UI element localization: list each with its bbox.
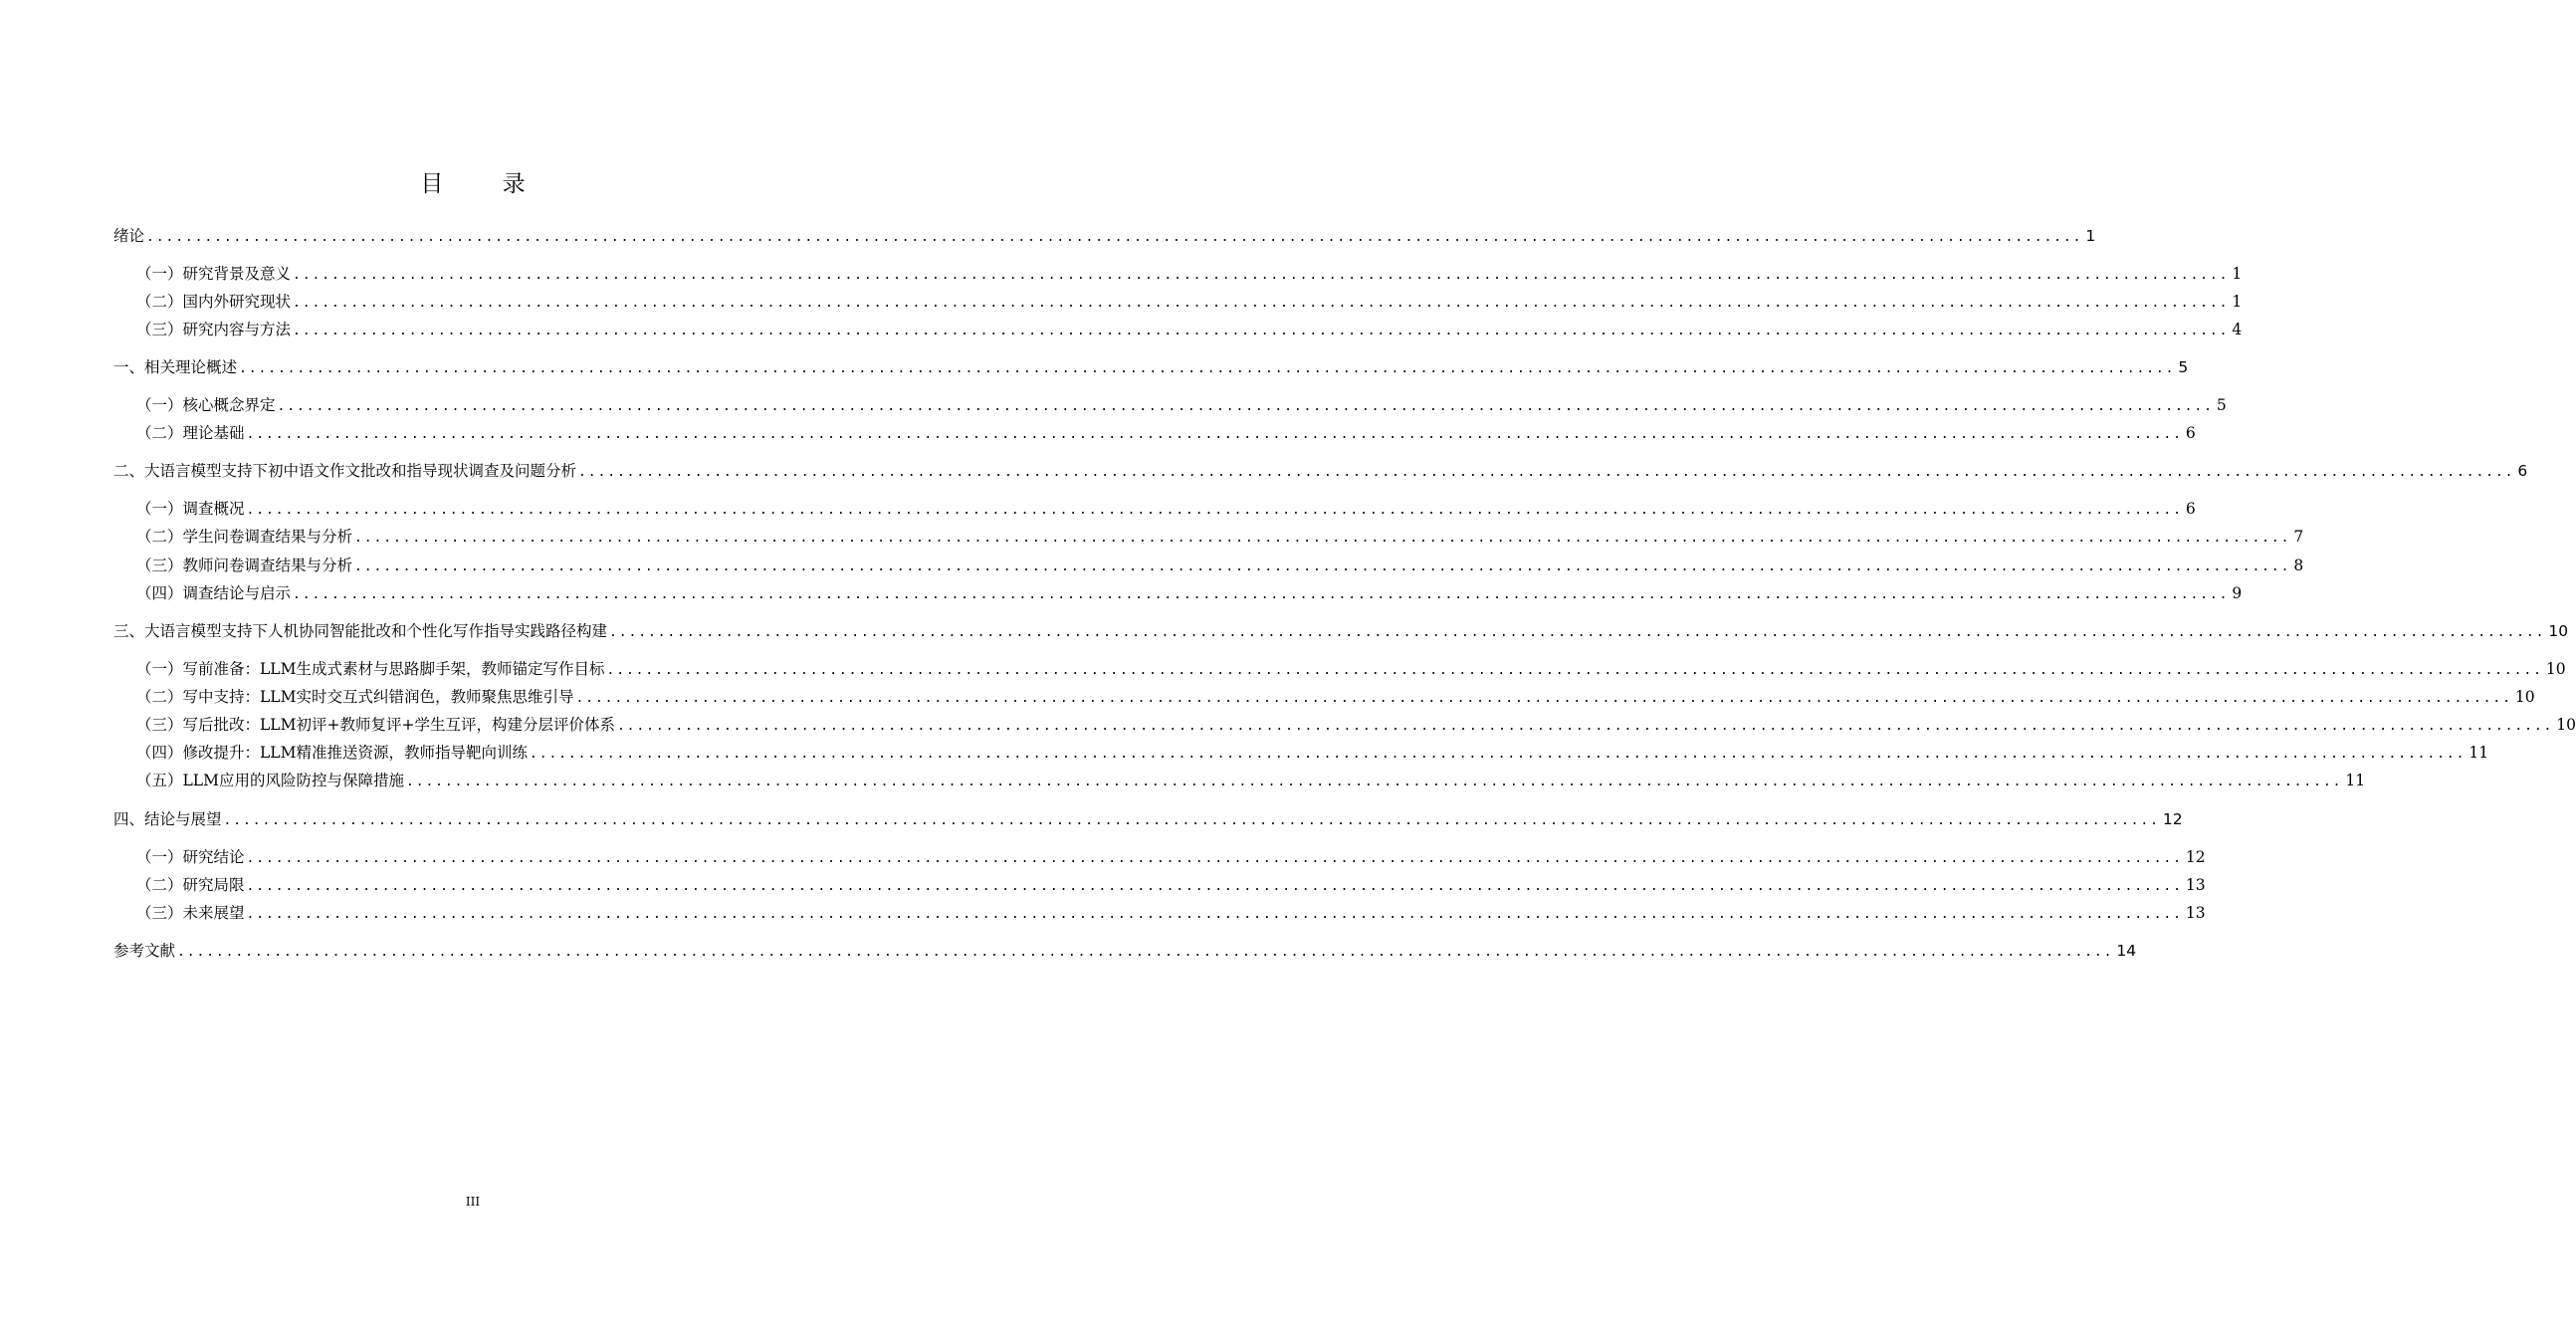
toc-entry-number: （四） [136,584,183,602]
toc-dot-leader: ........................................................................................................................................................................................................ [246,503,2183,518]
toc-entry-page: 14 [2116,942,2137,960]
toc-entry-page: 4 [2232,321,2243,338]
toc-entry-label: 参考文献 [113,942,176,960]
toc-entry-number: 三、 [113,622,145,640]
toc-entry-number: （一） [136,848,183,866]
toc-entry-label: 理论基础 [182,424,245,442]
toc-dot-leader: ........................................................................................................................................................................................................ [293,324,2230,338]
toc-entry-label: 教师问卷调查结果与分析 [182,557,353,574]
toc-dot-leader: ........................................................................................................................................................................................................ [293,296,2230,311]
toc-dot-leader: ........................................................................................................................................................................................................ [578,465,2515,480]
toc-chapter-entry[interactable] [113,224,2096,248]
toc-entry-number: （一） [136,660,183,678]
toc-entry-number: （三） [136,716,183,734]
toc-section-entry[interactable] [136,554,2304,577]
toc-entry-number: （五） [136,772,183,789]
toc-dot-leader: ........................................................................................................................................................................................................ [354,531,2291,546]
toc-entry-page: 13 [2185,904,2206,922]
toc-dot-leader: ........................................................................................................................................................................................................ [405,775,2343,789]
toc-section-entry[interactable] [136,685,2535,709]
toc-entry-number: （二） [136,293,183,311]
toc-entry-page: 10 [2556,716,2576,734]
toc-entry-label: 修改提升：LLM精准推送资源，教师指导靶向训练 [182,744,528,762]
toc-section-entry[interactable] [136,657,2566,681]
toc-entry-page: 6 [2185,500,2196,518]
toc-entry-label: 写中支持：LLM实时交互式纠错润色，教师聚焦思维引导 [182,688,574,706]
toc-entry-number: （一） [136,500,183,518]
toc-entry-label: 研究结论 [182,848,245,866]
toc-entry-label: 未来展望 [182,904,245,922]
toc-chapter-entry[interactable] [113,619,2569,643]
toc-entry-page: 7 [2293,528,2304,546]
toc-entry-label: 研究局限 [182,876,245,894]
page-number-footer: III [465,1195,481,1209]
toc-entry-label: 学生问卷调查结果与分析 [182,528,353,546]
toc-section-entry[interactable] [136,769,2366,792]
toc-entry-label: 调查概况 [182,500,245,518]
toc-entry-label: 研究背景及意义 [182,265,292,283]
toc-section-entry[interactable] [136,421,2196,445]
toc-entry-page: 10 [2545,660,2566,678]
toc-section-entry[interactable] [136,581,2243,605]
toc-entry-label: 绪论 [113,227,145,245]
toc-dot-leader: ........................................................................................................................................................................................................ [239,361,2176,376]
toc-dot-leader: ........................................................................................................................................................................................................ [575,691,2512,706]
toc-entry-page: 1 [2085,227,2096,245]
toc-section-entry[interactable] [136,713,2576,737]
toc-entry-page: 5 [2178,358,2189,376]
toc-entry-page: 12 [2162,810,2183,828]
toc-entry-page: 1 [2232,293,2243,311]
toc-entry-label: 结论与展望 [144,810,222,828]
toc-dot-leader: ........................................................................................................................................................................................................ [277,399,2214,414]
toc-dot-leader: ........................................................................................................................................................................................................ [616,719,2554,734]
toc-entry-label: 大语言模型支持下初中语文作文批改和指导现状调查及问题分析 [144,462,577,480]
toc-entry-number: （二） [136,528,183,546]
toc-dot-leader: ........................................................................................................................................................................................................ [529,747,2467,762]
toc-entry-page: 12 [2185,848,2206,866]
toc-entry-page: 10 [2514,688,2535,706]
toc-entry-label: 调查结论与启示 [182,584,292,602]
toc-entry-label: 核心概念界定 [182,396,276,414]
toc-section-entry[interactable] [136,741,2489,765]
toc-dot-leader: ........................................................................................................................................................................................................ [177,945,2114,960]
toc-entry-page: 5 [2216,396,2227,414]
toc-entry-number: （三） [136,557,183,574]
toc-dot-leader: ........................................................................................................................................................................................................ [246,879,2183,894]
toc-entry-label: 相关理论概述 [144,358,238,376]
toc-entry-label: 国内外研究现状 [182,293,292,311]
toc-section-entry[interactable] [136,845,2206,869]
toc-dot-leader: ........................................................................................................................................................................................................ [354,559,2291,574]
toc-section-entry[interactable] [136,318,2243,341]
toc-chapter-entry[interactable] [113,939,2137,963]
toc-entry-number: （四） [136,744,183,762]
toc-entry-number: （二） [136,876,183,894]
toc-entry-page: 9 [2232,584,2243,602]
toc-dot-leader: ........................................................................................................................................................................................................ [609,625,2546,640]
toc-entry-number: （三） [136,904,183,922]
toc-entry-page: 6 [2185,424,2196,442]
toc-dot-leader: ........................................................................................................................................................................................................ [246,427,2183,442]
toc-dot-leader: ........................................................................................................................................................................................................ [146,230,2083,245]
toc-chapter-entry[interactable] [113,355,2189,379]
toc-entry-page: 8 [2293,557,2304,574]
toc-entry-label: 写后批改：LLM初评+教师复评+学生互评，构建分层评价体系 [182,716,615,734]
toc-dot-leader: ........................................................................................................................................................................................................ [293,587,2230,602]
toc-section-entry[interactable] [136,901,2206,925]
toc-chapter-entry[interactable] [113,807,2183,831]
toc-entry-page: 11 [2469,744,2489,762]
toc-dot-leader: ........................................................................................................................................................................................................ [606,663,2543,678]
toc-dot-leader: ........................................................................................................................................................................................................ [223,813,2160,828]
toc-entry-number: 一、 [113,358,145,376]
toc-dot-leader: ........................................................................................................................................................................................................ [293,268,2230,283]
toc-entry-label: 大语言模型支持下人机协同智能批改和个性化写作指导实践路径构建 [144,622,608,640]
toc-dot-leader: ........................................................................................................................................................................................................ [246,851,2183,866]
toc-entry-page: 1 [2232,265,2243,283]
toc-entry-label: 写前准备：LLM生成式素材与思路脚手架，教师锚定写作目标 [182,660,605,678]
toc-section-entry[interactable] [136,290,2243,314]
toc-entry-number: （二） [136,424,183,442]
toc-section-entry[interactable] [136,873,2206,897]
toc-dot-leader: ........................................................................................................................................................................................................ [246,907,2183,922]
toc-entry-page: 13 [2185,876,2206,894]
toc-entry-number: （三） [136,321,183,338]
toc-section-entry[interactable] [136,525,2304,549]
toc-entry-number: （二） [136,688,183,706]
toc-chapter-entry[interactable] [113,459,2528,483]
toc-entry-page: 10 [2548,622,2569,640]
toc-entry-number: 二、 [113,462,145,480]
toc-entry-number: 四、 [113,810,145,828]
toc-title: 目 录 [420,171,551,197]
toc-entry-number: （一） [136,265,183,283]
toc-entry-label: LLM应用的风险防控与保障措施 [182,772,404,789]
toc-entry-page: 6 [2517,462,2528,480]
toc-entry-number: （一） [136,396,183,414]
toc-section-entry[interactable] [136,393,2227,417]
toc-section-entry[interactable] [136,262,2243,286]
toc-section-entry[interactable] [136,497,2196,521]
toc-entry-page: 11 [2345,772,2366,789]
toc-entry-label: 研究内容与方法 [182,321,292,338]
